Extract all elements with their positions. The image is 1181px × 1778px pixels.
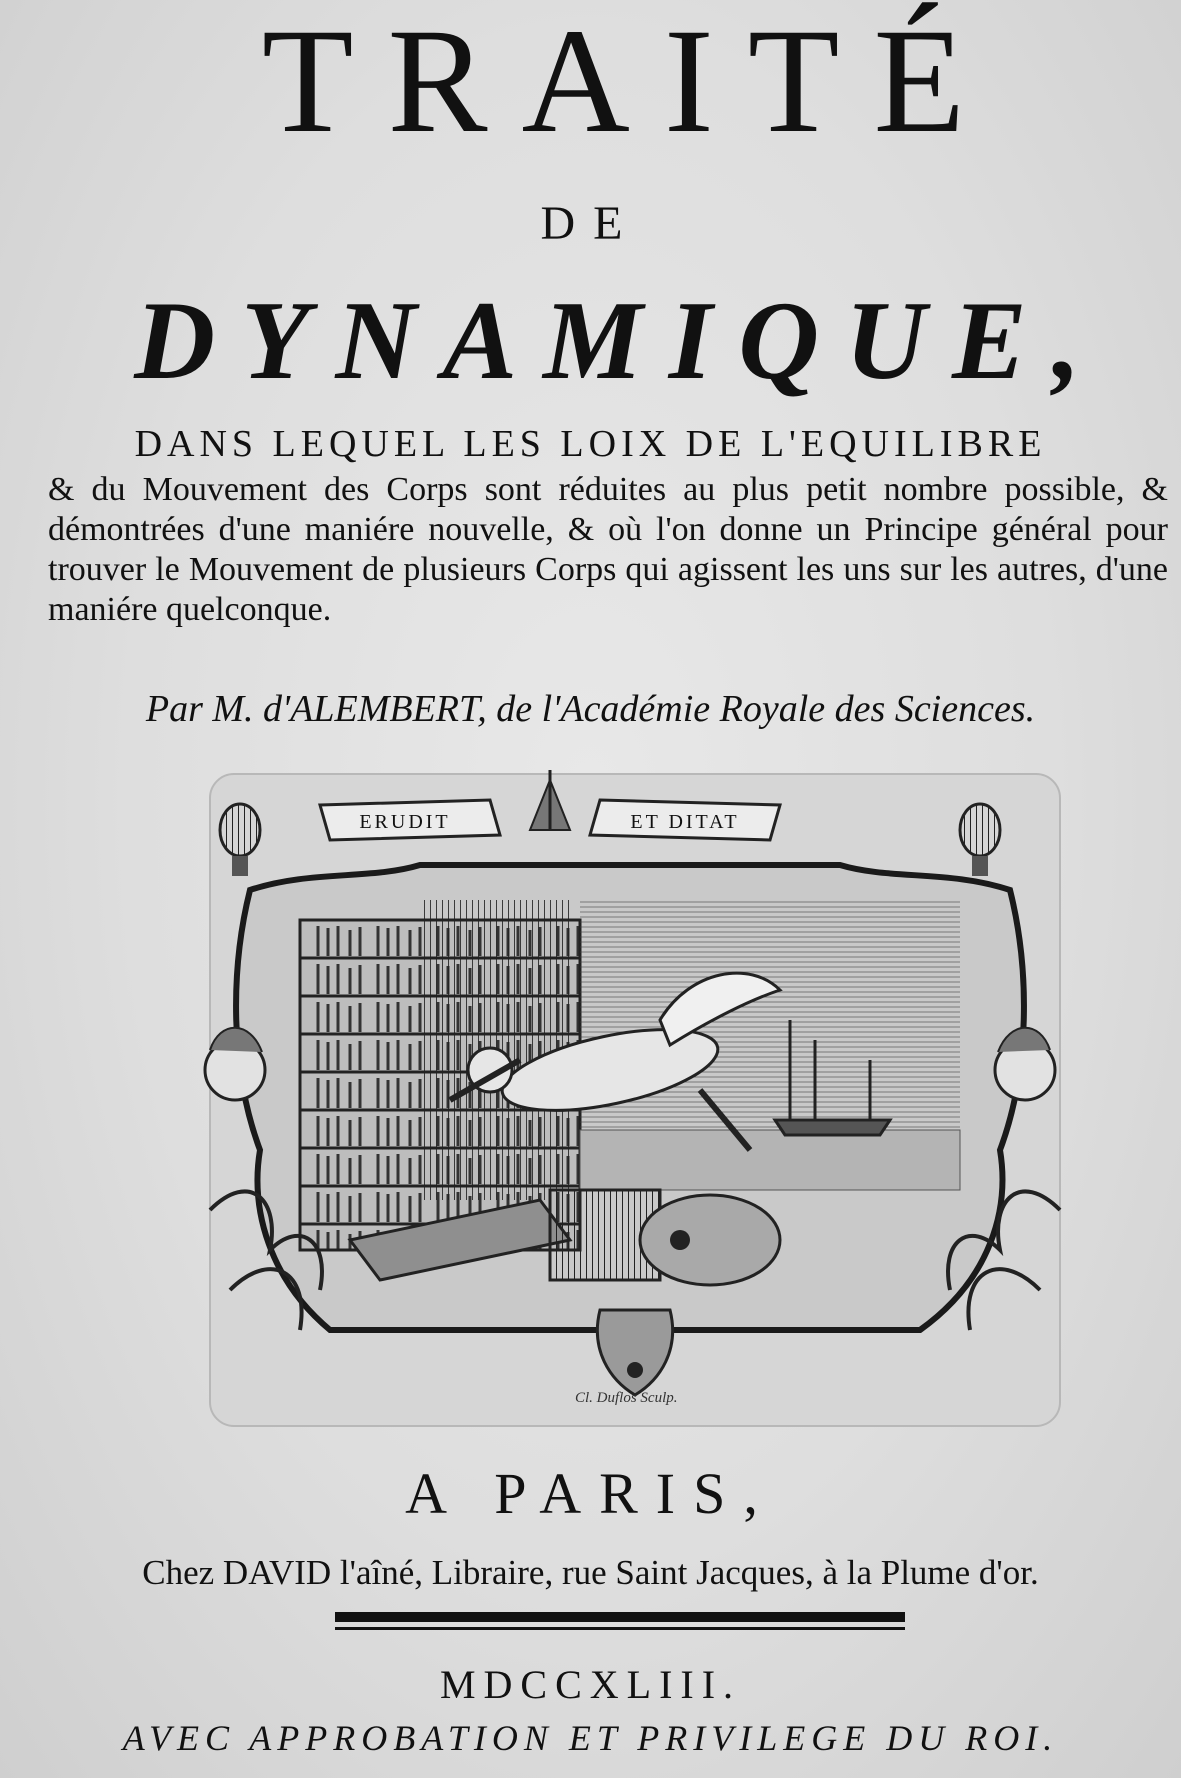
description-body: & du Mouvement des Corps sont réduites au plus petit nombre possible, & démontrées d'une maniére nouvelle, & où l'on donne un Principe général pour trouver le Mouvement de plusieurs Corps qui agissent les uns sur les autres, d'une maniére quelconque.: [48, 471, 1168, 628]
motto-right: ET DITAT: [630, 811, 740, 833]
imprint-publisher: Chez DAVID l'aîné, Libraire, rue Saint Jacques, à la Plume d'or.: [142, 1553, 1039, 1592]
engraver-signature: Cl. Duflos Sculp.: [575, 1390, 678, 1406]
motto-left: ERUDIT: [359, 811, 451, 833]
description-first-line: DANS LEQUEL LES LOIX DE L'EQUILIBRE: [134, 423, 1047, 465]
title-subject: DYNAMIQUE,: [134, 279, 1107, 403]
sea: [580, 1130, 960, 1190]
double-rule-thin: [335, 1627, 905, 1630]
title-main: TRAITÉ: [261, 0, 1000, 164]
royal-privilege: AVEC APPROBATION ET PRIVILEGE DU ROI.: [122, 1718, 1059, 1758]
double-rule-thick: [335, 1612, 905, 1622]
author-line: Par M. d'ALEMBERT, de l'Académie Royale des Sciences.: [145, 688, 1036, 730]
imprint-place: A PARIS,: [405, 1461, 776, 1526]
title-de: DE: [540, 197, 641, 250]
imprint-year: MDCCXLIII.: [439, 1662, 742, 1707]
engraved-vignette: [190, 770, 1080, 1430]
